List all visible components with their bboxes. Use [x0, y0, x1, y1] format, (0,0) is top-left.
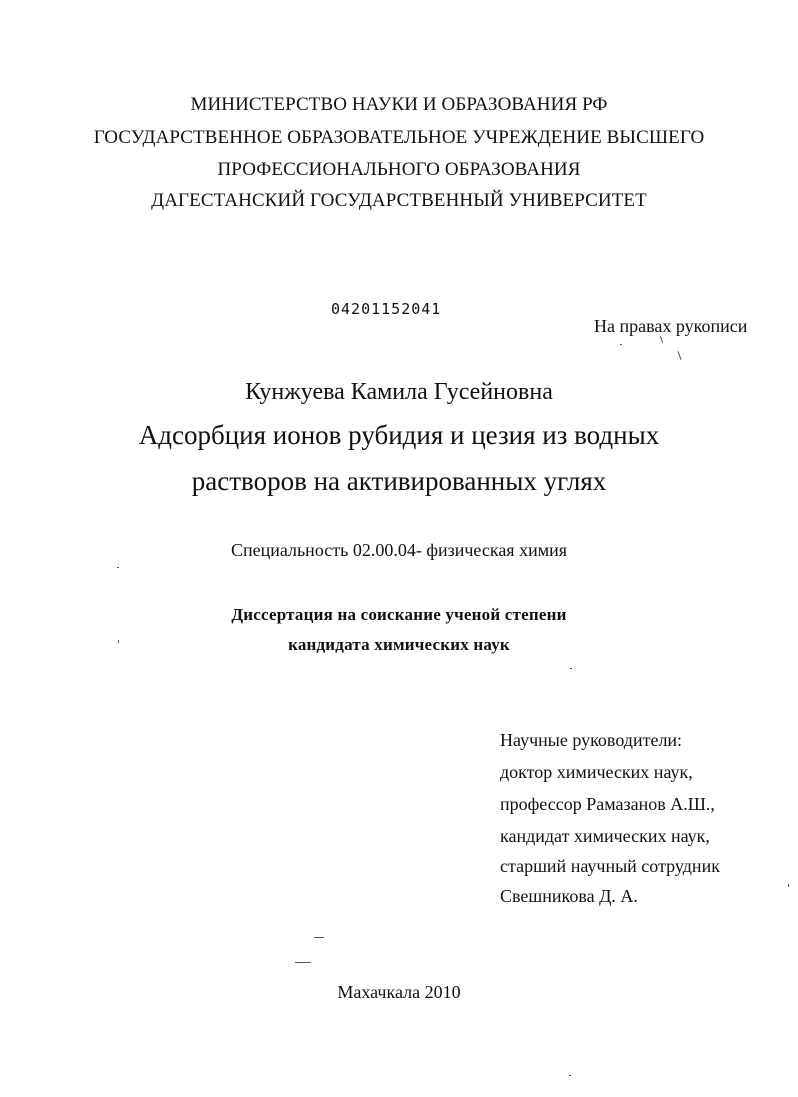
degree-line-1: Диссертация на соискание ученой степени: [231, 605, 567, 624]
supervisor-2-position: старший научный сотрудник: [500, 856, 720, 876]
supervisor-2-name: Свешникова Д. А.: [500, 886, 638, 906]
scan-mark: [677, 351, 681, 360]
scan-mark: [118, 640, 119, 643]
supervisor-2-degree: кандидат химических наук,: [500, 826, 710, 846]
scan-mark: [295, 962, 311, 963]
scan-mark: [314, 937, 324, 938]
scan-mark: [570, 668, 572, 669]
registration-code: 04201152041: [331, 300, 442, 318]
thesis-title-line-2: растворов на активированных углях: [191, 466, 607, 496]
header-institution-type: ГОСУДАРСТВЕННОЕ ОБРАЗОВАТЕЛЬНОЕ УЧРЕЖДЕНИЕ ВЫСШЕГО: [93, 127, 705, 148]
supervisor-1-name: профессор Рамазанов А.Ш.,: [500, 794, 715, 814]
scan-mark: [788, 884, 789, 887]
header-university: ДАГЕСТАНСКИЙ ГОСУДАРСТВЕННЫЙ УНИВЕРСИТЕТ: [151, 190, 647, 211]
manuscript-rights: На правах рукописи: [594, 316, 748, 336]
scan-mark: [117, 567, 119, 568]
specialty: Специальность 02.00.04- физическая химия: [230, 540, 568, 560]
supervisor-1-degree: доктор химических наук,: [500, 762, 693, 782]
city-year: Махачкала 2010: [337, 982, 461, 1002]
author-name: Кунжуева Камила Гусейновна: [245, 379, 553, 405]
scan-mark: [660, 336, 663, 343]
header-ministry: МИНИСТЕРСТВО НАУКИ И ОБРАЗОВАНИЯ РФ: [190, 94, 608, 115]
supervisors-heading: Научные руководители:: [500, 730, 683, 750]
scan-mark: [569, 1075, 571, 1076]
scan-mark: [620, 344, 622, 345]
thesis-title-line-1: Адсорбция ионов рубидия и цезия из водных: [138, 420, 660, 450]
header-education-level: ПРОФЕССИОНАЛЬНОГО ОБРАЗОВАНИЯ: [217, 159, 581, 180]
degree-line-2: кандидата химических наук: [288, 635, 510, 654]
